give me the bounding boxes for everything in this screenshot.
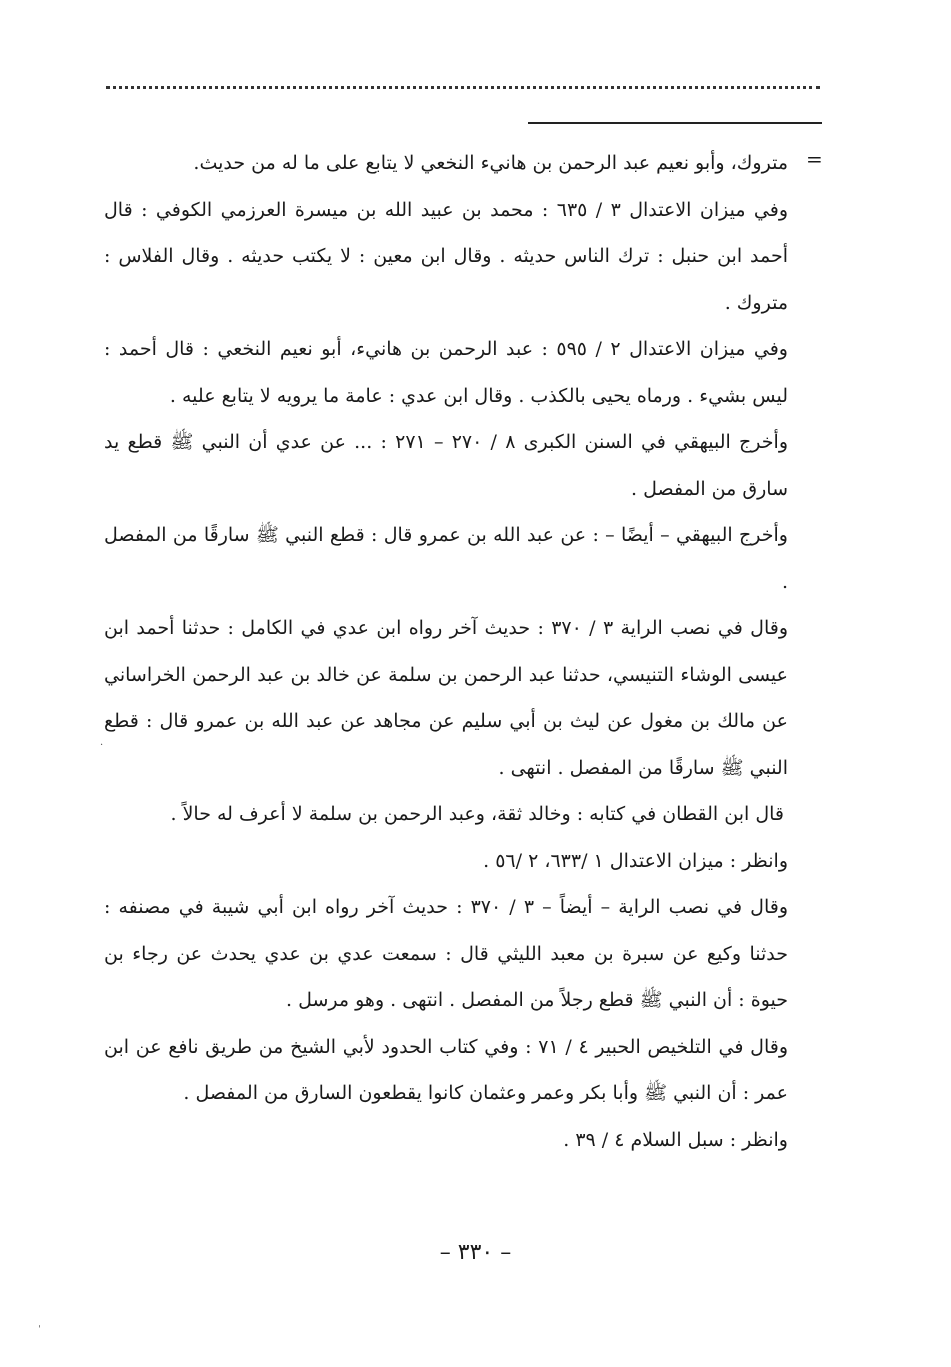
paragraph-1: متروك، وأبو نعيم عبد الرحمن بن هانيء النخعي لا يتابع على ما له من حديث. — [193, 152, 788, 174]
paragraph-9: وقال في نصب الراية – أيضاً – ٣ / ٣٧٠ : حديث آخر رواه ابن أبي شيبة في مصنفه : حدثنا وكيع عن سبرة بن معبد الليثي قال : سمعت عدي بن عدي يحدث عن رجاء بن حيوة : أن النبي ﷺ قطع رجلاً من المفصل . انتهى . وهو مرسل . — [104, 896, 788, 1011]
paragraph-8: وانظر : ميزان الاعتدال ١ /٦٣٣، ٢ /٥٦ . — [483, 849, 788, 872]
paragraph-2: وفي ميزان الاعتدال ٣ / ٦٣٥ : محمد بن عبيد الله بن ميسرة العرزمي الكوفي : قال أحمد ابن حنبل : ترك الناس حديثه . وقال ابن معين : لا يكتب حديثه . وقال الفلاس : متروك . — [104, 198, 789, 314]
paragraph-11: وانظر : سبل السلام ٤ / ٣٩ . — [563, 1128, 788, 1151]
scan-speck: ˈ — [38, 1325, 41, 1336]
page-number: – ٣٣٠ – — [439, 1240, 512, 1265]
header-dotted-rule — [106, 86, 820, 89]
paragraph-4: وأخرج البيهقي في السنن الكبرى ٨ / ٢٧٠ – ٢٧١ : ... عن عدي أن النبي ﷺ قطع يد سارق من المفصل . — [104, 431, 788, 500]
paragraph-7: قال ابن القطان في كتابه : وخالد ثقة، وعبد الرحمن بن سلمة لا أعرف له حالاً . — [170, 803, 784, 825]
paragraph-10: وقال في التلخيص الحبير ٤ / ٧١ : وفي كتاب الحدود لأبي الشيخ من طريق نافع عن ابن عمر : أن النبي ﷺ وأبا بكر وعمر وعثمان كانوا يقطعون السارق من المفصل . — [104, 1035, 789, 1104]
footnote-separator-rule — [528, 122, 822, 124]
paragraph-3: وفي ميزان الاعتدال ٢ / ٥٩٥ : عبد الرحمن بن هانيء، أبو نعيم النخعي : قال أحمد : ليس بشيء . ورماه يحيى بالكذب . وقال ابن عدي : عامة ما يرويه لا يتابع عليه . — [104, 338, 788, 407]
paragraph-5: وأخرج البيهقي – أيضًا – : عن عبد الله بن عمرو قال : قطع النبي ﷺ سارقًا من المفصل . — [104, 524, 788, 593]
paragraph-6: وقال في نصب الراية ٣ / ٣٧٠ : حديث آخر رواه ابن عدي في الكامل : حدثنا أحمد ابن عيسى الوشاء التنيسي، حدثنا عبد الرحمن بن سلمة عن خالد بن عبد الرحمن الخراساني عن مالك بن مغول عن ليث بن أبي سليم عن مجاهد عن عبد الله بن عمرو قال : قطع النبي ﷺ سارقًا من المفصل . انتهى . — [104, 617, 789, 779]
scan-speck: · — [100, 740, 104, 751]
footnote-text — [104, 140, 788, 1163]
continuation-mark: = — [806, 147, 823, 171]
